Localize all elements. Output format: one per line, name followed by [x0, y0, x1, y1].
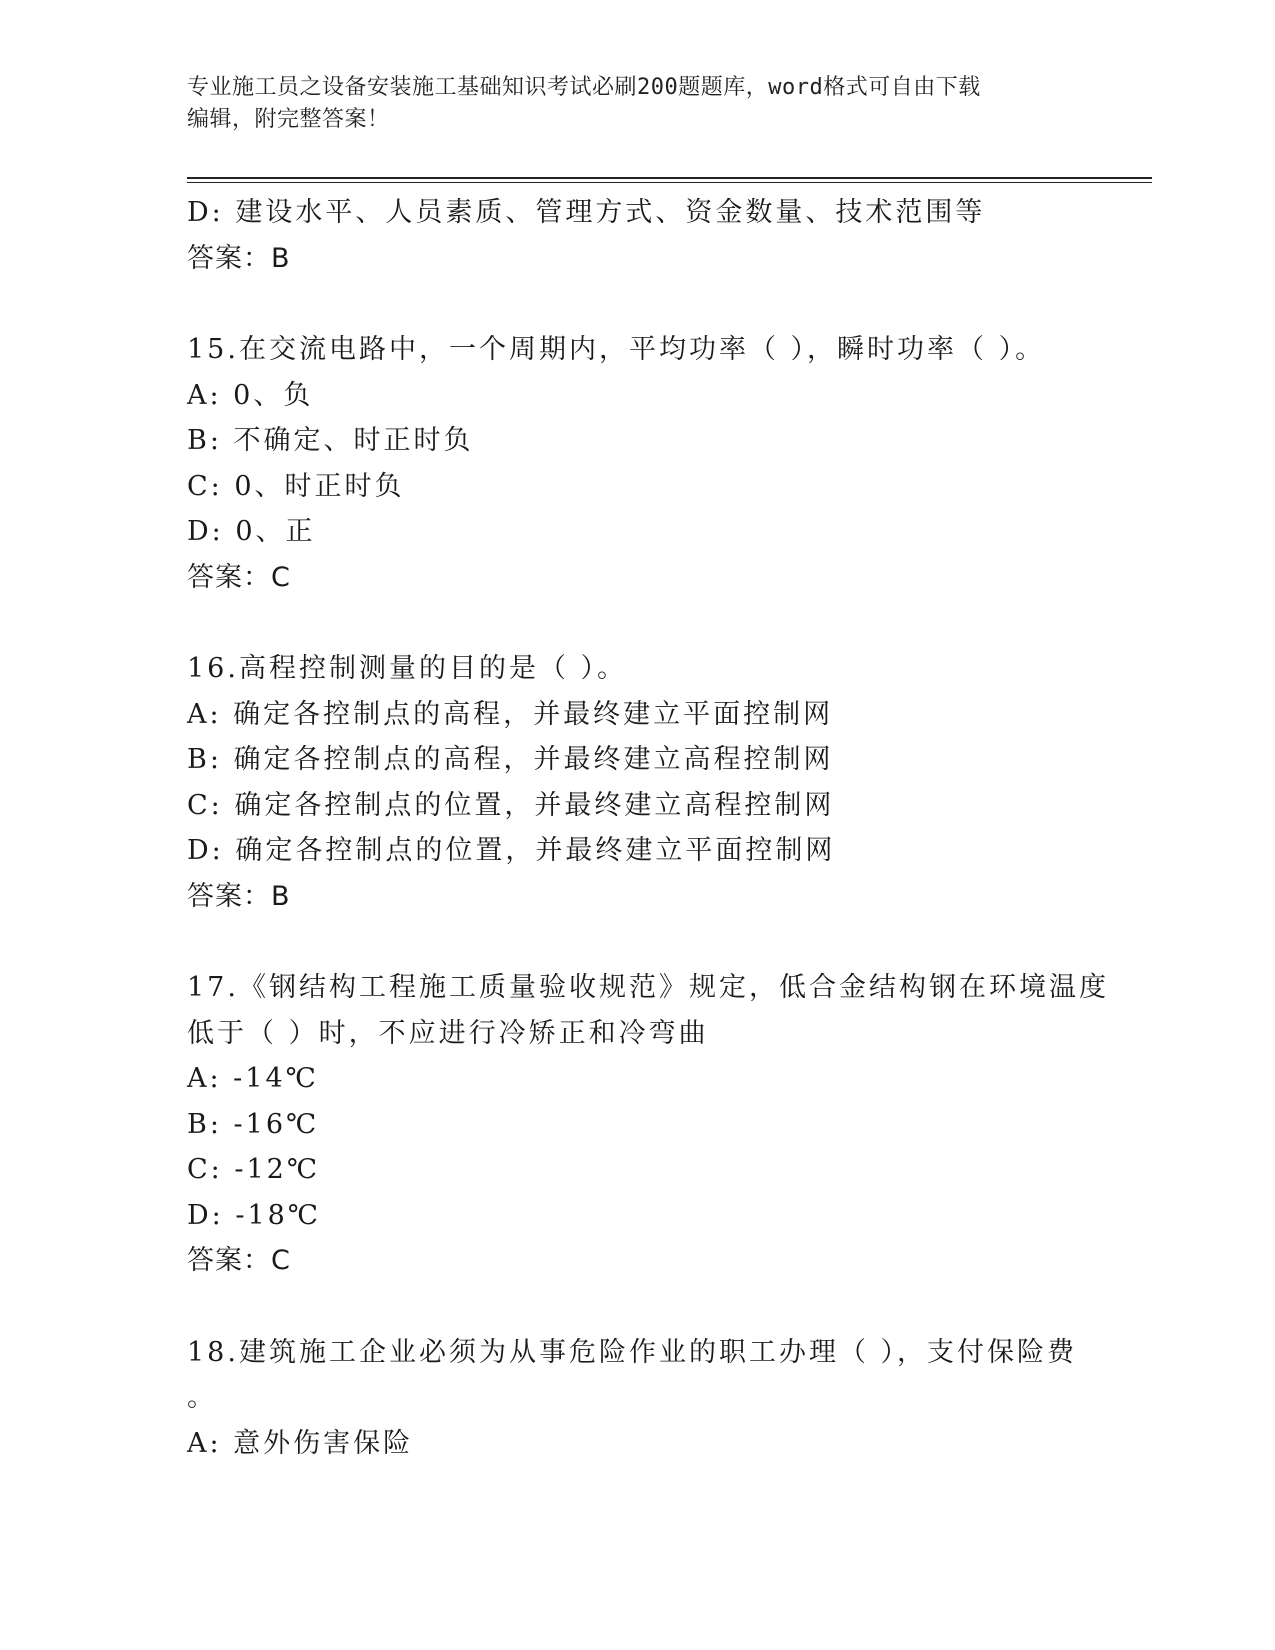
- option-b: B: 不确定、时正时负: [187, 425, 474, 456]
- question-14-tail: [187, 190, 1087, 281]
- question-stem-line-2: 。: [187, 1382, 217, 1413]
- option-d: D: 建设水平、人员素质、管理方式、资金数量、技术范围等: [187, 197, 986, 228]
- option-a: A: 意外伤害保险: [187, 1427, 414, 1459]
- question-stem: 15.在交流电路中，一个周期内，平均功率（ ），瞬时功率（ ）。: [187, 334, 1046, 365]
- question-stem-line-1: 18.建筑施工企业必须为从事危险作业的职工办理（ ），支付保险费: [187, 1336, 1078, 1368]
- question-15: [187, 327, 1087, 600]
- spacer: [187, 1284, 1087, 1330]
- question-18: [187, 1330, 1087, 1467]
- answer-line: 答案：C: [187, 1245, 291, 1276]
- question-stem-line-1: 17.《钢结构工程施工质量验收规范》规定，低合金结构钢在环境温度: [187, 972, 1109, 1003]
- header-line-1: 专业施工员之设备安装施工基础知识考试必刷200题题库，word格式可自由下载: [187, 75, 981, 100]
- spacer: [187, 600, 1087, 646]
- option-d: D: 确定各控制点的位置，并最终建立平面控制网: [187, 835, 836, 866]
- option-c: C: 确定各控制点的位置，并最终建立高程控制网: [187, 789, 835, 821]
- option-b: B: 确定各控制点的高程，并最终建立高程控制网: [187, 744, 834, 775]
- document-body: [187, 190, 1109, 1466]
- option-c: C: -12℃: [187, 1154, 321, 1185]
- option-d: D: 0、正: [187, 516, 316, 547]
- question-stem: 16.高程控制测量的目的是（ ）。: [187, 653, 628, 684]
- option-b: B: -16℃: [187, 1108, 320, 1140]
- option-d: D: -18℃: [187, 1199, 322, 1231]
- option-a: A: 确定各控制点的高程，并最终建立平面控制网: [187, 698, 834, 730]
- option-c: C: 0、时正时负: [187, 470, 405, 502]
- answer-line: 答案：B: [187, 242, 291, 274]
- header-divider-thin: [187, 182, 1152, 183]
- question-16: [187, 646, 1087, 919]
- spacer: [187, 281, 1087, 327]
- answer-line: 答案：B: [187, 880, 291, 912]
- option-a: A: -14℃: [187, 1063, 319, 1094]
- document-header: [187, 72, 1067, 136]
- question-17: [187, 965, 1109, 1284]
- option-a: A: 0、负: [187, 379, 314, 411]
- spacer: [187, 919, 1087, 965]
- header-line-2: 编辑，附完整答案！: [187, 107, 390, 132]
- header-divider-thick: [187, 177, 1152, 179]
- answer-line: 答案：C: [187, 561, 291, 593]
- question-stem-line-2: 低于（ ）时，不应进行冷矫正和冷弯曲: [187, 1017, 709, 1049]
